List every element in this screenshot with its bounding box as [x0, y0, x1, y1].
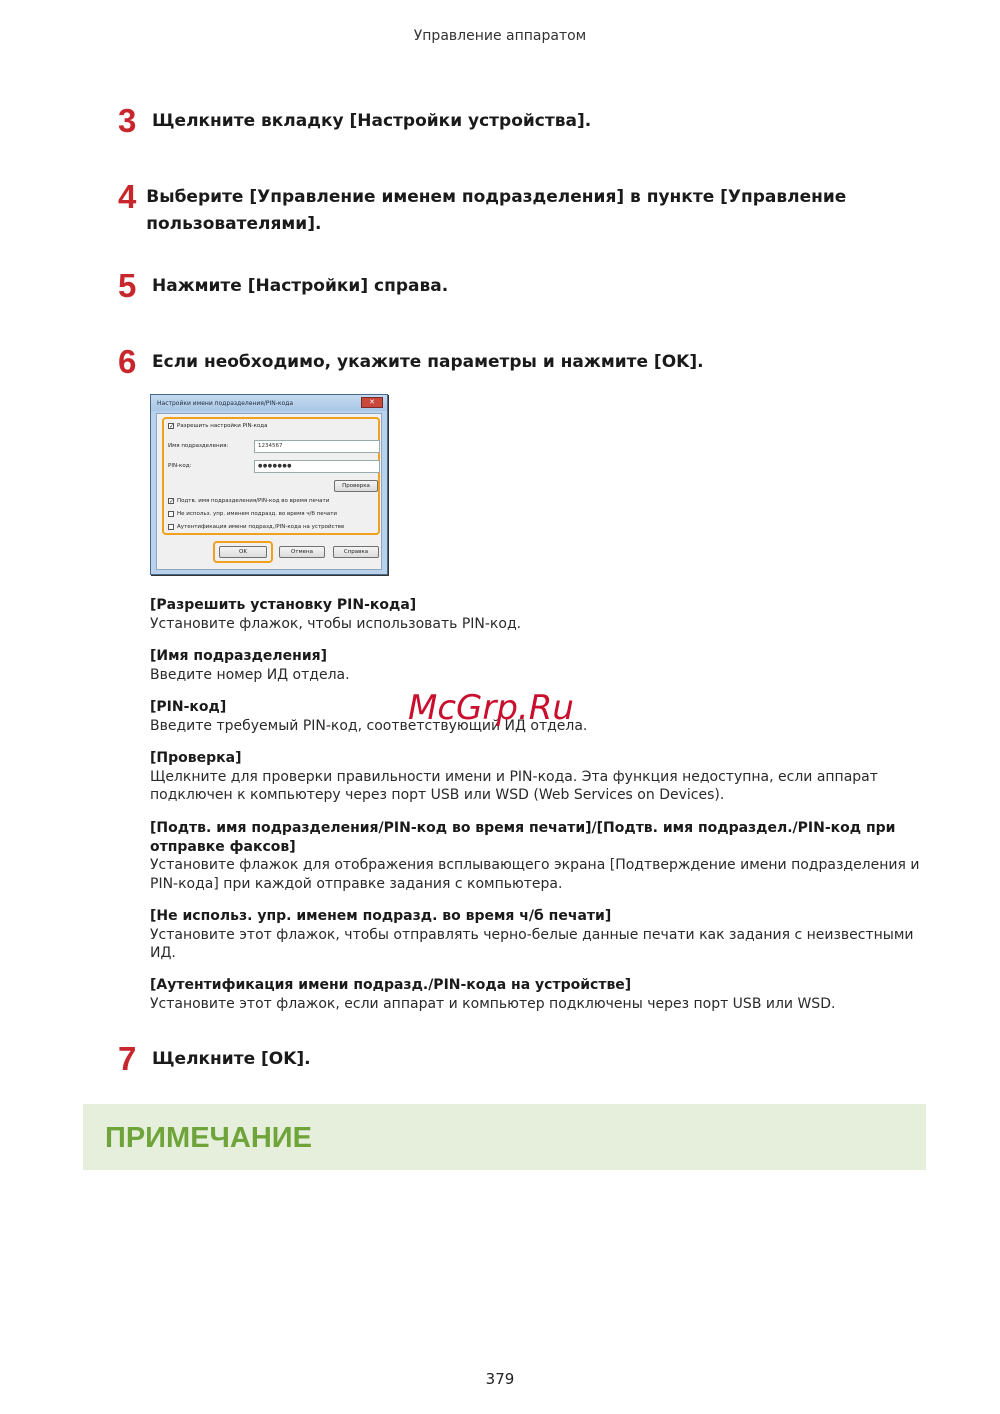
opt2-row[interactable] [168, 511, 337, 517]
step-number: 3 [118, 102, 137, 139]
desc-text: Установите этот флажок, чтобы отправлять черно-белые данные печати как задания с неизвестными ИД. [150, 926, 914, 961]
page-number: 379 [485, 1370, 515, 1388]
step-text: Выберите [Управление именем подразделения] в пункте [Управление пользователями]. [146, 187, 847, 234]
opt2-checkbox[interactable] [168, 511, 174, 517]
desc-term: [Не использ. упр. именем подразд. во время ч/б печати] [150, 908, 612, 924]
settings-highlight-frame [162, 417, 380, 535]
desc-text: Щелкните для проверки правильности имени и PIN-кода. Эта функция недоступна, если аппарат подключен к компьютеру через порт USB или WSD (Web Services on Devices). [150, 768, 878, 803]
desc-term: [PIN-код] [150, 699, 227, 715]
dept-name-input[interactable]: 1234567 [254, 440, 380, 453]
note-box [83, 1104, 926, 1170]
step-6 [118, 343, 878, 380]
dialog-title: Настройки имени подразделения/PIN-кода [157, 399, 294, 407]
dept-label: Имя подразделения: [168, 443, 229, 449]
opt3-checkbox[interactable] [168, 524, 174, 530]
opt3-label: Аутентификация имени подразд./PIN-кода на устройстве [177, 524, 345, 530]
allow-pin-label: Разрешить настройки PIN-кода [177, 423, 268, 429]
watermark: McGrp.Ru [408, 688, 574, 728]
allow-pin-row[interactable] [168, 423, 267, 429]
step-text: Щелкните вкладку [Настройки устройства]. [152, 111, 592, 131]
desc-term: [Подтв. имя подразделения/PIN-код во время печати]/[Подтв. имя подраздел./PIN-код при отправке факсов] [150, 820, 896, 855]
page-header: Управление аппаратом [413, 28, 587, 44]
opt3-row[interactable] [168, 524, 344, 530]
pin-settings-dialog [150, 394, 388, 575]
step-number: 7 [118, 1040, 137, 1077]
desc-bw-print [150, 907, 930, 963]
close-icon[interactable]: ✕ [361, 397, 383, 408]
step-4 [118, 178, 878, 238]
opt1-row[interactable] [168, 498, 329, 504]
desc-term: [Разрешить установку PIN-кода] [150, 597, 417, 613]
pin-label: PIN-код: [168, 463, 192, 469]
dialog-titlebar [151, 395, 387, 411]
desc-text: Введите номер ИД отдела. [150, 666, 350, 683]
desc-verify [150, 749, 930, 805]
desc-allow-pin [150, 596, 930, 633]
note-title: ПРИМЕЧАНИЕ [105, 1122, 312, 1154]
desc-text: Установите этот флажок, если аппарат и компьютер подключены через порт USB или WSD. [150, 995, 836, 1012]
step-5 [118, 267, 878, 304]
step-text: Щелкните [OK]. [152, 1049, 311, 1069]
step-3 [118, 102, 878, 139]
desc-confirm-on-print [150, 819, 930, 893]
step-text: Если необходимо, укажите параметры и нажмите [OK]. [152, 352, 704, 372]
dialog-body [156, 413, 382, 570]
desc-dept-name [150, 647, 930, 684]
desc-text: Установите флажок, чтобы использовать PIN-код. [150, 615, 522, 632]
allow-pin-checkbox[interactable]: ✓ [169, 423, 175, 430]
pin-input[interactable]: ●●●●●●● [254, 460, 380, 473]
desc-device-auth [150, 976, 930, 1013]
desc-term: [Проверка] [150, 750, 242, 766]
cancel-button[interactable]: Отмена [279, 546, 325, 558]
ok-button[interactable]: OK [219, 546, 267, 558]
opt1-label: Подтв. имя подразделения/PIN-код во время печати [177, 498, 330, 504]
step-text: Нажмите [Настройки] справа. [152, 276, 449, 296]
help-button[interactable]: Справка [333, 546, 379, 558]
desc-term: [Аутентификация имени подразд./PIN-кода на устройстве] [150, 977, 632, 993]
step-number: 5 [118, 267, 137, 304]
step-7 [118, 1040, 878, 1077]
desc-text: Установите флажок для отображения всплывающего экрана [Подтверждение имени подразделения и PIN-кода] при каждой отправке задания с компьютера. [150, 857, 920, 892]
desc-term: [Имя подразделения] [150, 648, 328, 664]
step-number: 6 [118, 343, 137, 380]
opt2-label: Не использ. упр. именем подразд. во время ч/б печати [177, 511, 337, 517]
verify-button[interactable]: Проверка [334, 480, 378, 492]
opt1-checkbox[interactable]: ✓ [169, 498, 175, 505]
step-number: 4 [118, 178, 137, 215]
desc-text: Введите требуемый PIN-код, соответствующий ИД отдела. [150, 717, 588, 734]
